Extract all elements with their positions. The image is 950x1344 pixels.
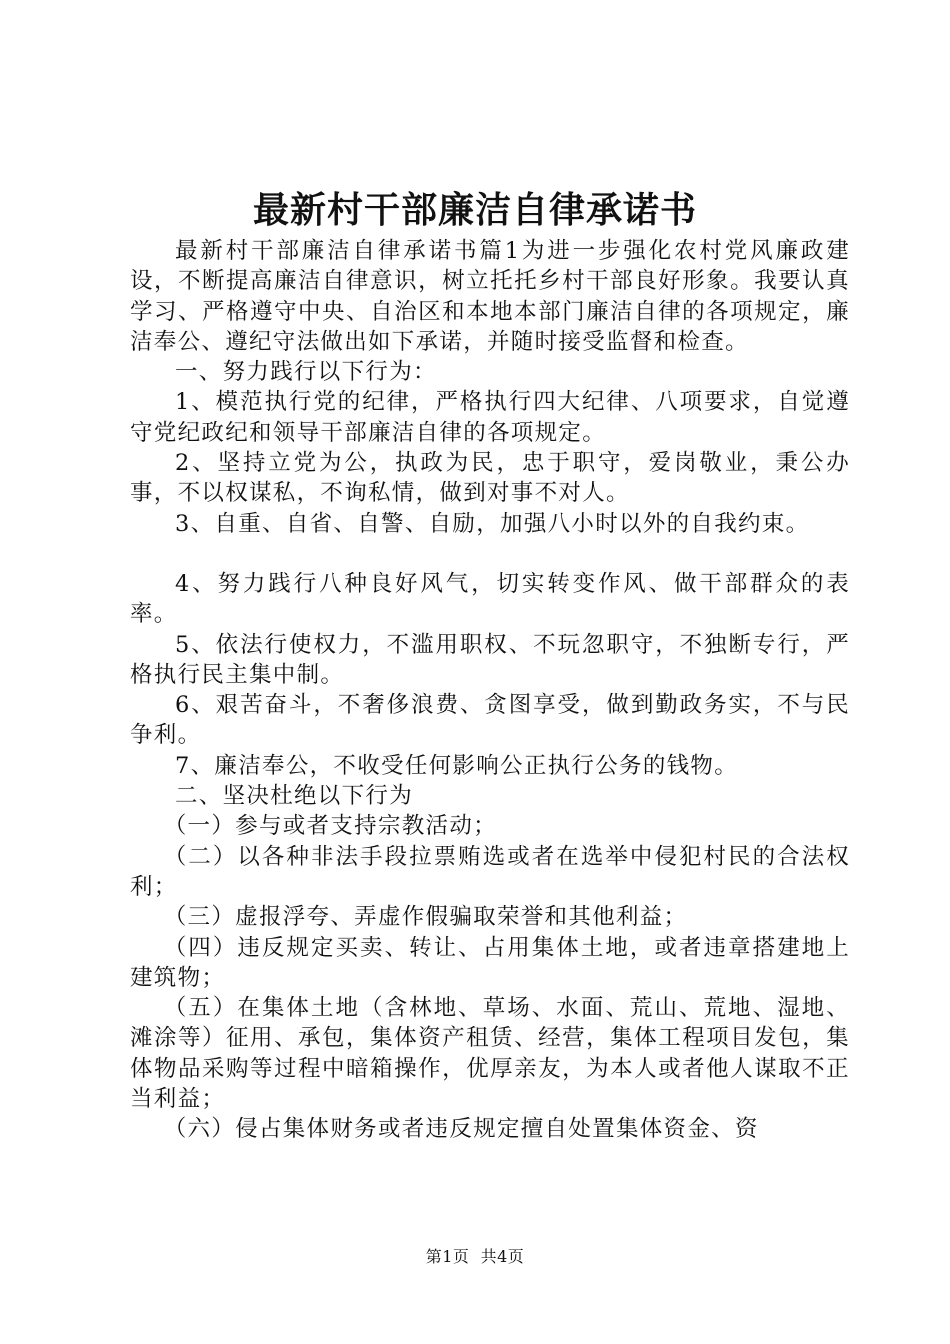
list-item: 5、依法行使权力，不滥用职权、不玩忽职守，不独断专行，严格执行民主集中制。 [130,631,850,688]
list-item: （三）虚报浮夸、弄虚作假骗取荣誉和其他利益； [163,904,688,931]
page-number: 第1页 [425,1247,470,1266]
section-heading-1: 一、努力践行以下行为： [175,359,437,386]
list-item: 1、模范执行党的纪律，严格执行四大纪律、八项要求，自觉遵守党纪政纪和领导干部廉洁自律的各项规定。 [130,389,850,446]
page-footer [0,1247,950,1267]
section-heading-2: 二、坚决杜绝以下行为 [175,783,414,810]
list-item: 2、坚持立党为公，执政为民，忠于职守，爱岗敬业，秉公办事，不以权谋私，不询私情，做到对事不对人。 [130,450,850,507]
list-item: （二）以各种非法手段拉票贿选或者在选举中侵犯村民的合法权利； [130,843,850,900]
footer-spacer [469,1247,480,1266]
list-item: （六）侵占集体财务或者违反规定擅自处置集体资金、资 [163,1116,759,1143]
list-item: 3、自重、自省、自警、自励，加强八小时以外的自我约束。 [175,510,810,537]
document-title: 最新村干部廉洁自律承诺书 [252,189,697,231]
paragraph-intro: 最新村干部廉洁自律承诺书篇1为进一步强化农村党风廉政建设，不断提高廉洁自律意识，树立托托乡村干部良好形象。我要认真学习、严格遵守中央、自治区和本地本部门廉洁自律的各项规定，廉洁奉公、遵纪守法做出如下承诺，并随时接受监督和检查。 [130,238,850,355]
list-item: （四）违反规定买卖、转让、占用集体土地，或者违章搭建地上建筑物； [130,934,850,991]
page-total: 共4页 [480,1247,525,1266]
list-item: （五）在集体土地（含林地、草场、水面、荒山、荒地、湿地、滩涂等）征用、承包，集体资产租赁、经营，集体工程项目发包，集体物品采购等过程中暗箱操作，优厚亲友，为本人或者他人谋取不正当利益； [130,995,850,1113]
document-body [130,236,850,1145]
list-item: （一）参与或者支持宗教活动； [163,813,497,840]
list-item: 4、努力践行八种良好风气，切实转变作风、做干部群众的表率。 [130,570,850,628]
list-item: 6、艰苦奋斗，不奢侈浪费、贪图享受，做到勤政务实，不与民争利。 [130,692,850,749]
paragraph-gap [130,539,850,569]
list-item: 7、廉洁奉公，不收受任何影响公正执行公务的钱物。 [175,752,739,779]
